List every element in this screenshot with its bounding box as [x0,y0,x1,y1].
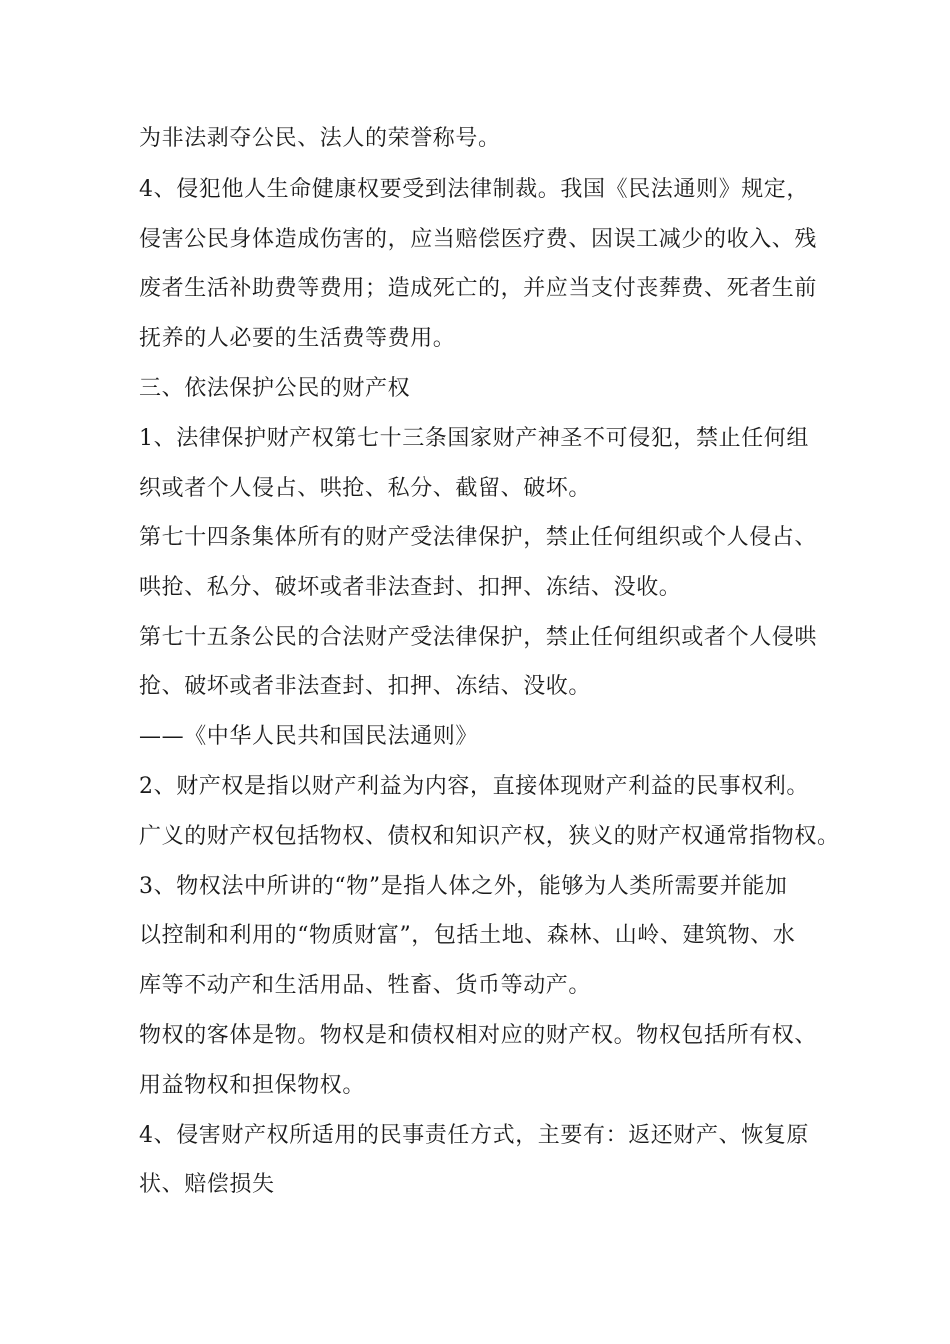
text-line: 1、法律保护财产权第七十三条国家财产神圣不可侵犯，禁止任何组 [139,426,809,451]
text-line: 第七十五条公民的合法财产受法律保护，禁止任何组织或者个人侵哄 [139,625,818,650]
text-line: 广义的财产权包括物权、债权和知识产权，狭义的财产权通常指物权。 [139,824,840,849]
text-line: 物权的客体是物。物权是和债权相对应的财产权。物权包括所有权、 [139,1023,818,1048]
section-heading: 三、依法保护公民的财产权 [139,376,411,401]
text-line: 织或者个人侵占、哄抢、私分、截留、破坏。 [139,476,592,501]
text-line: 第七十四条集体所有的财产受法律保护，禁止任何组织或个人侵占、 [139,525,818,550]
text-line: 抢、破坏或者非法查封、扣押、冻结、没收。 [139,674,592,699]
text-line: 3、物权法中所讲的“物”是指人体之外，能够为人类所需要并能加 [139,874,788,899]
text-line: 以控制和利用的“物质财富”，包括土地、森林、山岭、建筑物、水 [139,923,796,948]
text-line: 抚养的人必要的生活费等费用。 [139,326,456,351]
text-line: 状、赔偿损失 [139,1172,275,1197]
text-line: 4、侵犯他人生命健康权要受到法律制裁。我国《民法通则》规定， [139,177,809,202]
citation-line: ——《中华人民共和国民法通则》 [139,724,479,749]
text-line: 库等不动产和生活用品、牲畜、货币等动产。 [139,973,592,998]
text-line: 废者生活补助费等费用；造成死亡的，并应当支付丧葬费、死者生前 [139,276,818,301]
text-line: 2、财产权是指以财产利益为内容，直接体现财产利益的民事权利。 [139,774,809,799]
text-line: 侵害公民身体造成伤害的，应当赔偿医疗费、因误工减少的收入、残 [139,227,818,252]
text-line: 4、侵害财产权所适用的民事责任方式，主要有：返还财产、恢复原 [139,1123,809,1148]
text-line: 哄抢、私分、破坏或者非法查封、扣押、冻结、没收。 [139,575,682,600]
text-line: 用益物权和担保物权。 [139,1073,366,1098]
text-line: 为非法剥夺公民、法人的荣誉称号。 [139,126,501,151]
